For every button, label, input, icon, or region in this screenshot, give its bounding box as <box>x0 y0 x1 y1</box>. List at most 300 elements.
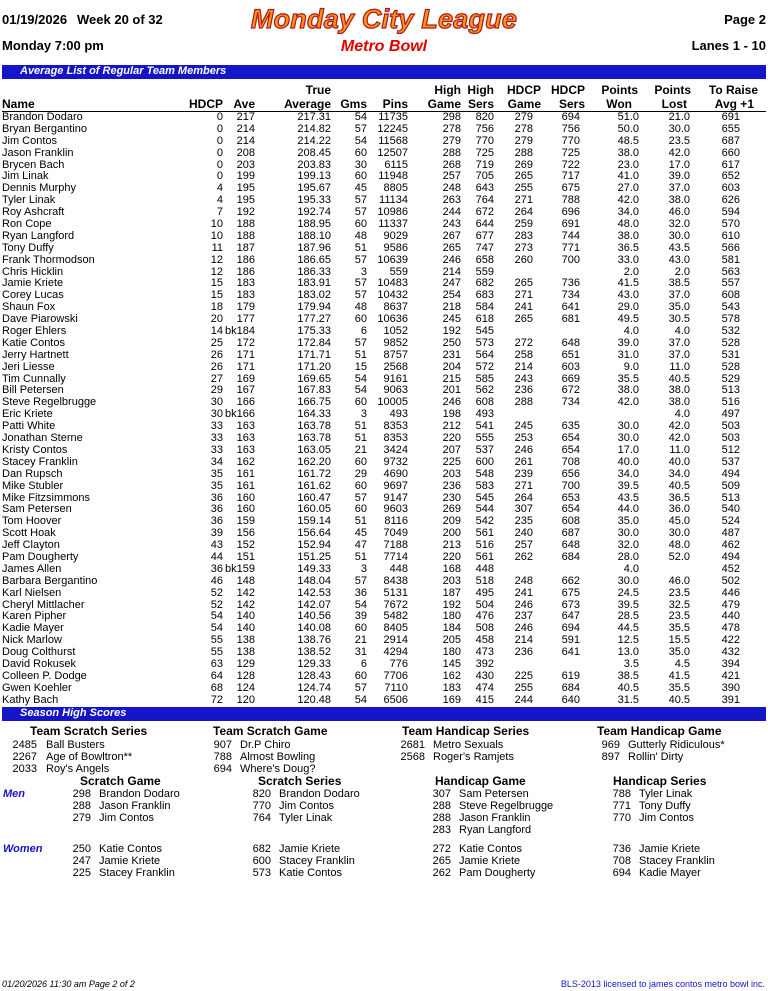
hdcp-sers-cell: 691 <box>561 218 580 231</box>
hdcp-game-cell: 279 <box>514 111 533 123</box>
gms-cell: 57 <box>354 253 367 266</box>
ave-cell: 167 <box>236 384 255 397</box>
handicap-series-heading: Handicap Series <box>613 774 707 788</box>
women-score: 694 <box>612 867 631 879</box>
hdcp-game-cell: 260 <box>514 253 533 266</box>
to-raise-cell: 652 <box>721 170 740 183</box>
high-game-cell: 187 <box>442 586 461 599</box>
gms-cell: 6 <box>360 325 367 338</box>
points-won-cell: 31.5 <box>617 693 639 706</box>
high-sers-cell: 583 <box>475 479 494 492</box>
hdcp-game-cell: 253 <box>514 432 533 445</box>
team-handicap-game-heading: Team Handicap Game <box>597 724 722 738</box>
hdcp-sers-cell: 608 <box>561 515 580 528</box>
gms-cell: 51 <box>354 348 367 361</box>
true-ave-cell: 164.33 <box>297 408 331 421</box>
hdcp-sers-cell: 603 <box>561 360 580 373</box>
hdcp-cell: 39 <box>210 527 223 540</box>
gms-cell: 29 <box>354 467 367 480</box>
high-game-cell: 236 <box>442 479 461 492</box>
high-sers-cell: 430 <box>475 669 494 682</box>
high-sers-cell: 747 <box>475 241 494 254</box>
player-name: Kristy Contos <box>2 443 68 456</box>
true-ave-cell: 140.56 <box>297 610 331 623</box>
player-name: Brandon Dodaro <box>2 111 83 123</box>
to-raise-cell: 655 <box>721 122 740 135</box>
points-won-cell: 12.5 <box>617 634 639 647</box>
points-won-cell: 36.5 <box>617 241 639 254</box>
true-ave-cell: 188.95 <box>297 218 331 231</box>
high-sers-cell: 562 <box>475 384 494 397</box>
hdcp-sers-cell: 647 <box>561 610 580 623</box>
hdcp-game-cell: 278 <box>514 122 533 135</box>
hdcp-sers-cell: 684 <box>561 681 580 694</box>
to-raise-cell: 487 <box>721 527 740 540</box>
points-lost-cell: 30.0 <box>668 527 690 540</box>
team-name: Dr.P Chiro <box>240 739 291 751</box>
points-won-cell: 48.0 <box>617 218 639 231</box>
high-game-cell: 203 <box>442 467 461 480</box>
player-name: Jim Linak <box>2 170 49 183</box>
high-sers-cell: 541 <box>475 420 494 433</box>
hdcp-sers-cell: 654 <box>561 443 580 456</box>
women-score: 573 <box>252 867 271 879</box>
high-sers-cell: 682 <box>475 277 494 290</box>
pins-cell: 9063 <box>383 384 408 397</box>
points-lost-cell: 41.5 <box>668 669 690 682</box>
true-ave-cell: 171.71 <box>297 348 331 361</box>
hdcp-sers-cell: 696 <box>561 206 580 219</box>
points-lost-cell: 43.5 <box>668 241 690 254</box>
true-ave-cell: 140.08 <box>297 622 331 635</box>
ave-cell: 208 <box>236 146 255 159</box>
hdcp-sers-cell: 694 <box>561 111 580 123</box>
bowling-center: Metro Bowl <box>340 38 428 55</box>
to-raise-cell: 502 <box>721 574 740 587</box>
points-won-cell: 30.0 <box>617 420 639 433</box>
hdcp-cell: 0 <box>216 146 223 159</box>
women-bowler-name: Jamie Kriete <box>639 843 701 855</box>
true-ave-cell: 159.14 <box>297 515 331 528</box>
true-ave-cell: 177.27 <box>297 313 331 326</box>
gms-cell: 36 <box>354 586 367 599</box>
ave-cell: 161 <box>236 467 255 480</box>
ave-cell: 214 <box>236 122 255 135</box>
to-raise-cell: 394 <box>721 657 740 670</box>
pins-cell: 9161 <box>383 372 408 385</box>
ave-cell: 169 <box>236 372 255 385</box>
women-bowler-name: Katie Contos <box>459 843 522 855</box>
ave-cell: 187 <box>236 241 255 254</box>
hdcp-game-cell: 246 <box>514 622 533 635</box>
ave-cell: bk159 <box>225 562 255 575</box>
hdcp-cell: 33 <box>210 443 223 456</box>
to-raise-cell: 578 <box>721 313 740 326</box>
points-won-cell: 17.0 <box>617 443 639 456</box>
gms-cell: 57 <box>354 289 367 302</box>
high-game-cell: 267 <box>442 229 461 242</box>
men-bowler-name: Tyler Linak <box>639 788 693 800</box>
team-handicap-series-heading: Team Handicap Series <box>402 724 530 738</box>
gms-cell: 60 <box>354 170 367 183</box>
team-score: 788 <box>213 751 232 763</box>
team-name: Roger's Ramjets <box>433 751 514 763</box>
season-high-title: Season High Scores <box>20 707 127 719</box>
hdcp-sers-cell: 653 <box>561 491 580 504</box>
true-ave-cell: 151.25 <box>297 550 331 563</box>
hdcp-sers-cell: 654 <box>561 503 580 516</box>
pins-cell: 10636 <box>377 313 408 326</box>
gms-cell: 60 <box>354 455 367 468</box>
true-ave-cell: 142.07 <box>297 598 331 611</box>
gms-cell: 3 <box>360 562 367 575</box>
points-lost-cell: 48.0 <box>668 539 690 552</box>
true-ave-cell: 187.96 <box>297 241 331 254</box>
hdcp-cell: 30 <box>210 408 223 421</box>
team-score: 2681 <box>400 739 425 751</box>
pins-cell: 7110 <box>384 681 408 694</box>
true-ave-cell: 128.43 <box>297 669 331 682</box>
hdcp-cell: 0 <box>216 170 223 183</box>
points-won-cell: 38.5 <box>617 669 639 682</box>
table-row <box>2 647 766 659</box>
points-won-cell: 49.5 <box>617 313 639 326</box>
high-game-cell: 230 <box>442 491 461 504</box>
points-lost-cell: 15.5 <box>668 634 690 647</box>
pins-cell: 4294 <box>383 646 408 659</box>
week-info: Week 20 of 32 <box>77 12 163 27</box>
men-score: 307 <box>432 788 451 800</box>
points-won-cell: 29.0 <box>617 301 639 314</box>
to-raise-cell: 543 <box>721 301 740 314</box>
points-won-cell: 35.5 <box>617 372 639 385</box>
player-name: Colleen P. Dodge <box>2 669 87 682</box>
to-raise-cell: 390 <box>721 681 740 694</box>
hdcp-cell: 64 <box>210 669 223 682</box>
women-score: 600 <box>252 855 271 867</box>
gms-cell: 57 <box>354 122 367 135</box>
pins-cell: 7714 <box>383 550 408 563</box>
hdcp-game-cell: 269 <box>514 158 533 171</box>
hdcp-game-cell: 283 <box>514 229 533 242</box>
to-raise-cell: 581 <box>721 253 740 266</box>
ave-cell: 124 <box>236 681 255 694</box>
pins-cell: 11735 <box>378 111 408 123</box>
points-lost-cell: 35.5 <box>668 681 690 694</box>
high-game-cell: 269 <box>442 503 461 516</box>
hdcp-cell: 36 <box>210 515 223 528</box>
hdcp-game-cell: 262 <box>514 550 533 563</box>
points-lost-cell: 35.0 <box>668 646 690 659</box>
true-ave-cell: 208.45 <box>297 146 331 159</box>
gms-cell: 21 <box>354 634 367 647</box>
high-sers-cell: 561 <box>475 527 494 540</box>
hdcp-cell: 68 <box>210 681 223 694</box>
player-name: Patti White <box>2 420 56 433</box>
gms-cell: 57 <box>354 336 367 349</box>
report-date: 01/19/2026 <box>2 12 68 27</box>
points-lost-cell: 40.5 <box>668 372 690 385</box>
gms-cell: 60 <box>354 218 367 231</box>
hdcp-sers-cell: 684 <box>561 550 580 563</box>
high-game-cell: 279 <box>442 134 461 147</box>
points-won-cell: 38.0 <box>617 146 639 159</box>
gms-cell: 51 <box>354 420 367 433</box>
hdcp-sers-cell: 771 <box>561 241 580 254</box>
high-game-cell: 250 <box>442 336 461 349</box>
player-name: Katie Contos <box>2 336 65 349</box>
pins-cell: 9029 <box>383 229 408 242</box>
col-gms: Gms <box>340 97 367 111</box>
points-won-cell: 44.5 <box>617 622 639 635</box>
pins-cell: 12245 <box>377 122 408 135</box>
ave-cell: 138 <box>236 634 255 647</box>
ave-cell: 179 <box>236 301 255 314</box>
high-sers-cell: 508 <box>475 622 494 635</box>
high-game-cell: 213 <box>442 539 461 552</box>
high-game-cell: 245 <box>442 313 461 326</box>
gms-cell: 57 <box>354 574 367 587</box>
to-raise-cell: 421 <box>721 669 740 682</box>
true-ave-cell: 179.94 <box>297 301 331 314</box>
high-sers-cell: 545 <box>475 325 494 338</box>
team-name: Gutterly Ridiculous* <box>628 739 725 751</box>
women-bowler-name: Stacey Franklin <box>279 855 355 867</box>
gms-cell: 54 <box>354 111 367 123</box>
high-game-cell: 168 <box>442 562 461 575</box>
hdcp-sers-cell: 651 <box>561 348 580 361</box>
men-bowler-name: Brandon Dodaro <box>99 788 180 800</box>
ave-cell: 142 <box>236 598 255 611</box>
footer-right: BLS-2013 licensed to james contos metro bowl inc. <box>560 979 765 989</box>
hdcp-game-cell: 279 <box>514 134 533 147</box>
hdcp-game-cell: 240 <box>514 527 533 540</box>
team-name: Ball Busters <box>46 739 105 751</box>
col-hdg-1: HDCP <box>506 83 541 97</box>
women-label: Women <box>3 843 43 855</box>
points-won-cell: 39.5 <box>617 598 639 611</box>
hdcp-sers-cell: 635 <box>561 420 580 433</box>
high-sers-cell: 555 <box>475 432 494 445</box>
points-won-cell: 42.0 <box>617 194 639 207</box>
hdcp-sers-cell: 619 <box>561 669 580 682</box>
hdcp-game-cell: 272 <box>514 336 533 349</box>
gms-cell: 45 <box>354 182 367 195</box>
points-lost-cell: 40.0 <box>668 455 690 468</box>
hdcp-cell: 0 <box>216 134 223 147</box>
player-name: Brycen Bach <box>2 158 65 171</box>
col-ave: Ave <box>233 97 255 111</box>
men-score: 770 <box>612 812 631 824</box>
pins-cell: 493 <box>389 408 408 421</box>
hdcp-game-cell: 271 <box>514 194 533 207</box>
hdcp-cell: 36 <box>210 491 223 504</box>
to-raise-cell: 570 <box>721 218 740 231</box>
page-number: Page 2 <box>724 12 766 27</box>
player-name: Stacey Franklin <box>2 455 78 468</box>
gms-cell: 3 <box>360 408 367 421</box>
ave-cell: 152 <box>236 539 255 552</box>
player-name: Bryan Bergantino <box>2 122 87 135</box>
high-game-cell: 220 <box>442 432 461 445</box>
points-won-cell: 4.0 <box>623 562 639 575</box>
high-sers-cell: 474 <box>475 681 494 694</box>
points-won-cell: 4.0 <box>623 325 639 338</box>
hdcp-cell: 15 <box>210 277 223 290</box>
gms-cell: 60 <box>354 479 367 492</box>
hdcp-cell: 0 <box>216 111 223 123</box>
points-won-cell: 39.0 <box>617 336 639 349</box>
high-sers-cell: 672 <box>475 206 494 219</box>
hdcp-game-cell: 265 <box>514 313 533 326</box>
points-won-cell: 23.0 <box>617 158 639 171</box>
hdcp-game-cell: 307 <box>514 503 533 516</box>
pins-cell: 11134 <box>379 194 408 207</box>
points-lost-cell: 37.0 <box>668 182 690 195</box>
player-name: Dave Piarowski <box>2 313 78 326</box>
hdcp-game-cell: 259 <box>514 218 533 231</box>
to-raise-cell: 497 <box>721 408 740 421</box>
hdcp-sers-cell: 687 <box>561 527 580 540</box>
gms-cell: 60 <box>354 669 367 682</box>
points-won-cell: 30.0 <box>617 432 639 445</box>
player-name: Dan Rupsch <box>2 467 63 480</box>
men-bowler-name: Ryan Langford <box>459 824 532 836</box>
hdcp-game-cell: 236 <box>514 646 533 659</box>
men-score: 283 <box>432 824 451 836</box>
gms-cell: 48 <box>354 301 367 314</box>
high-sers-cell: 572 <box>475 360 494 373</box>
high-game-cell: 207 <box>442 443 461 456</box>
hdcp-sers-cell: 681 <box>561 313 580 326</box>
women-score: 247 <box>72 855 91 867</box>
men-score: 764 <box>252 812 271 824</box>
points-won-cell: 51.0 <box>617 111 639 123</box>
average-list-table <box>2 112 766 707</box>
points-lost-cell: 21.0 <box>668 111 690 123</box>
high-game-cell: 204 <box>442 360 461 373</box>
ave-cell: 148 <box>236 574 255 587</box>
hdcp-game-cell: 235 <box>514 515 533 528</box>
true-ave-cell: 175.33 <box>297 325 331 338</box>
pins-cell: 559 <box>389 265 408 278</box>
player-name: David Rokusek <box>2 657 76 670</box>
points-lost-cell: 36.5 <box>668 491 690 504</box>
col-pins: Pins <box>382 97 408 111</box>
table-row <box>2 671 766 683</box>
gms-cell: 60 <box>354 622 367 635</box>
col-hdcp: HDCP <box>188 97 223 111</box>
true-ave-cell: 188.10 <box>297 229 331 242</box>
player-name: Mike Fitzsimmons <box>2 491 91 504</box>
points-lost-cell: 38.5 <box>668 277 690 290</box>
ave-cell: 183 <box>236 277 255 290</box>
to-raise-cell: 566 <box>721 241 740 254</box>
hdcp-sers-cell: 654 <box>561 432 580 445</box>
pins-cell: 8805 <box>383 182 408 195</box>
col-tr-1: To Raise <box>708 83 758 97</box>
high-game-cell: 198 <box>442 408 461 421</box>
player-name: Tim Cunnally <box>2 372 66 385</box>
pins-cell: 8353 <box>383 420 408 433</box>
hdcp-sers-cell: 640 <box>561 693 580 706</box>
player-name: Gwen Koehler <box>2 681 72 694</box>
player-name: Nick Marlow <box>2 634 62 647</box>
men-bowler-name: Jim Contos <box>279 800 335 812</box>
gms-cell: 47 <box>354 539 367 552</box>
hdcp-sers-cell: 648 <box>561 539 580 552</box>
hdcp-sers-cell: 591 <box>561 634 580 647</box>
points-lost-cell: 4.0 <box>674 325 690 338</box>
table-row <box>2 564 766 576</box>
true-ave-cell: 142.53 <box>297 586 331 599</box>
ave-cell: 140 <box>236 610 255 623</box>
points-lost-cell: 42.0 <box>668 146 690 159</box>
gms-cell: 51 <box>354 241 367 254</box>
pins-cell: 2914 <box>383 634 408 647</box>
gms-cell: 45 <box>354 527 367 540</box>
points-won-cell: 38.0 <box>617 384 639 397</box>
hdcp-cell: 10 <box>210 229 223 242</box>
women-score: 265 <box>432 855 451 867</box>
col-pl-2: Lost <box>661 97 687 111</box>
high-sers-cell: 548 <box>475 467 494 480</box>
ave-cell: 129 <box>236 657 255 670</box>
points-lost-cell: 4.0 <box>674 408 690 421</box>
ave-cell: 140 <box>236 622 255 635</box>
gms-cell: 30 <box>354 158 367 171</box>
ave-cell: 163 <box>236 432 255 445</box>
men-score: 770 <box>252 800 271 812</box>
points-won-cell: 38.0 <box>617 229 639 242</box>
player-name: Karen Pipher <box>2 610 67 623</box>
men-label: Men <box>3 788 25 800</box>
hdcp-cell: 15 <box>210 289 223 302</box>
women-bowler-name: Jamie Kriete <box>279 843 341 855</box>
hdcp-game-cell: 243 <box>514 372 533 385</box>
player-name: Tony Duffy <box>2 241 54 254</box>
points-lost-cell: 37.0 <box>668 336 690 349</box>
hdcp-game-cell: 214 <box>514 360 533 373</box>
hdcp-game-cell: 246 <box>514 598 533 611</box>
to-raise-cell: 516 <box>721 396 740 409</box>
ave-cell: 183 <box>236 289 255 302</box>
hdcp-cell: 4 <box>216 182 223 195</box>
to-raise-cell: 432 <box>721 646 740 659</box>
true-ave-cell: 156.64 <box>297 527 331 540</box>
high-game-cell: 184 <box>442 622 461 635</box>
ave-cell: 188 <box>236 229 255 242</box>
high-sers-cell: 584 <box>475 301 494 314</box>
true-ave-cell: 203.83 <box>297 158 331 171</box>
ave-cell: 171 <box>236 360 255 373</box>
points-lost-cell: 36.0 <box>668 503 690 516</box>
high-game-cell: 254 <box>442 289 461 302</box>
high-game-cell: 183 <box>442 681 461 694</box>
col-hg-1: High <box>434 83 461 97</box>
men-bowler-name: Tony Duffy <box>639 800 691 812</box>
ave-cell: 199 <box>236 170 255 183</box>
player-name: Frank Thormodson <box>2 253 95 266</box>
ave-cell: 151 <box>236 550 255 563</box>
hdcp-sers-cell: 656 <box>561 467 580 480</box>
high-sers-cell: 458 <box>475 634 494 647</box>
hdcp-cell: 54 <box>210 622 223 635</box>
table-row <box>2 136 766 148</box>
col-pw-1: Points <box>601 83 638 97</box>
team-score: 897 <box>601 751 620 763</box>
team-name: Roy's Angels <box>46 763 110 775</box>
